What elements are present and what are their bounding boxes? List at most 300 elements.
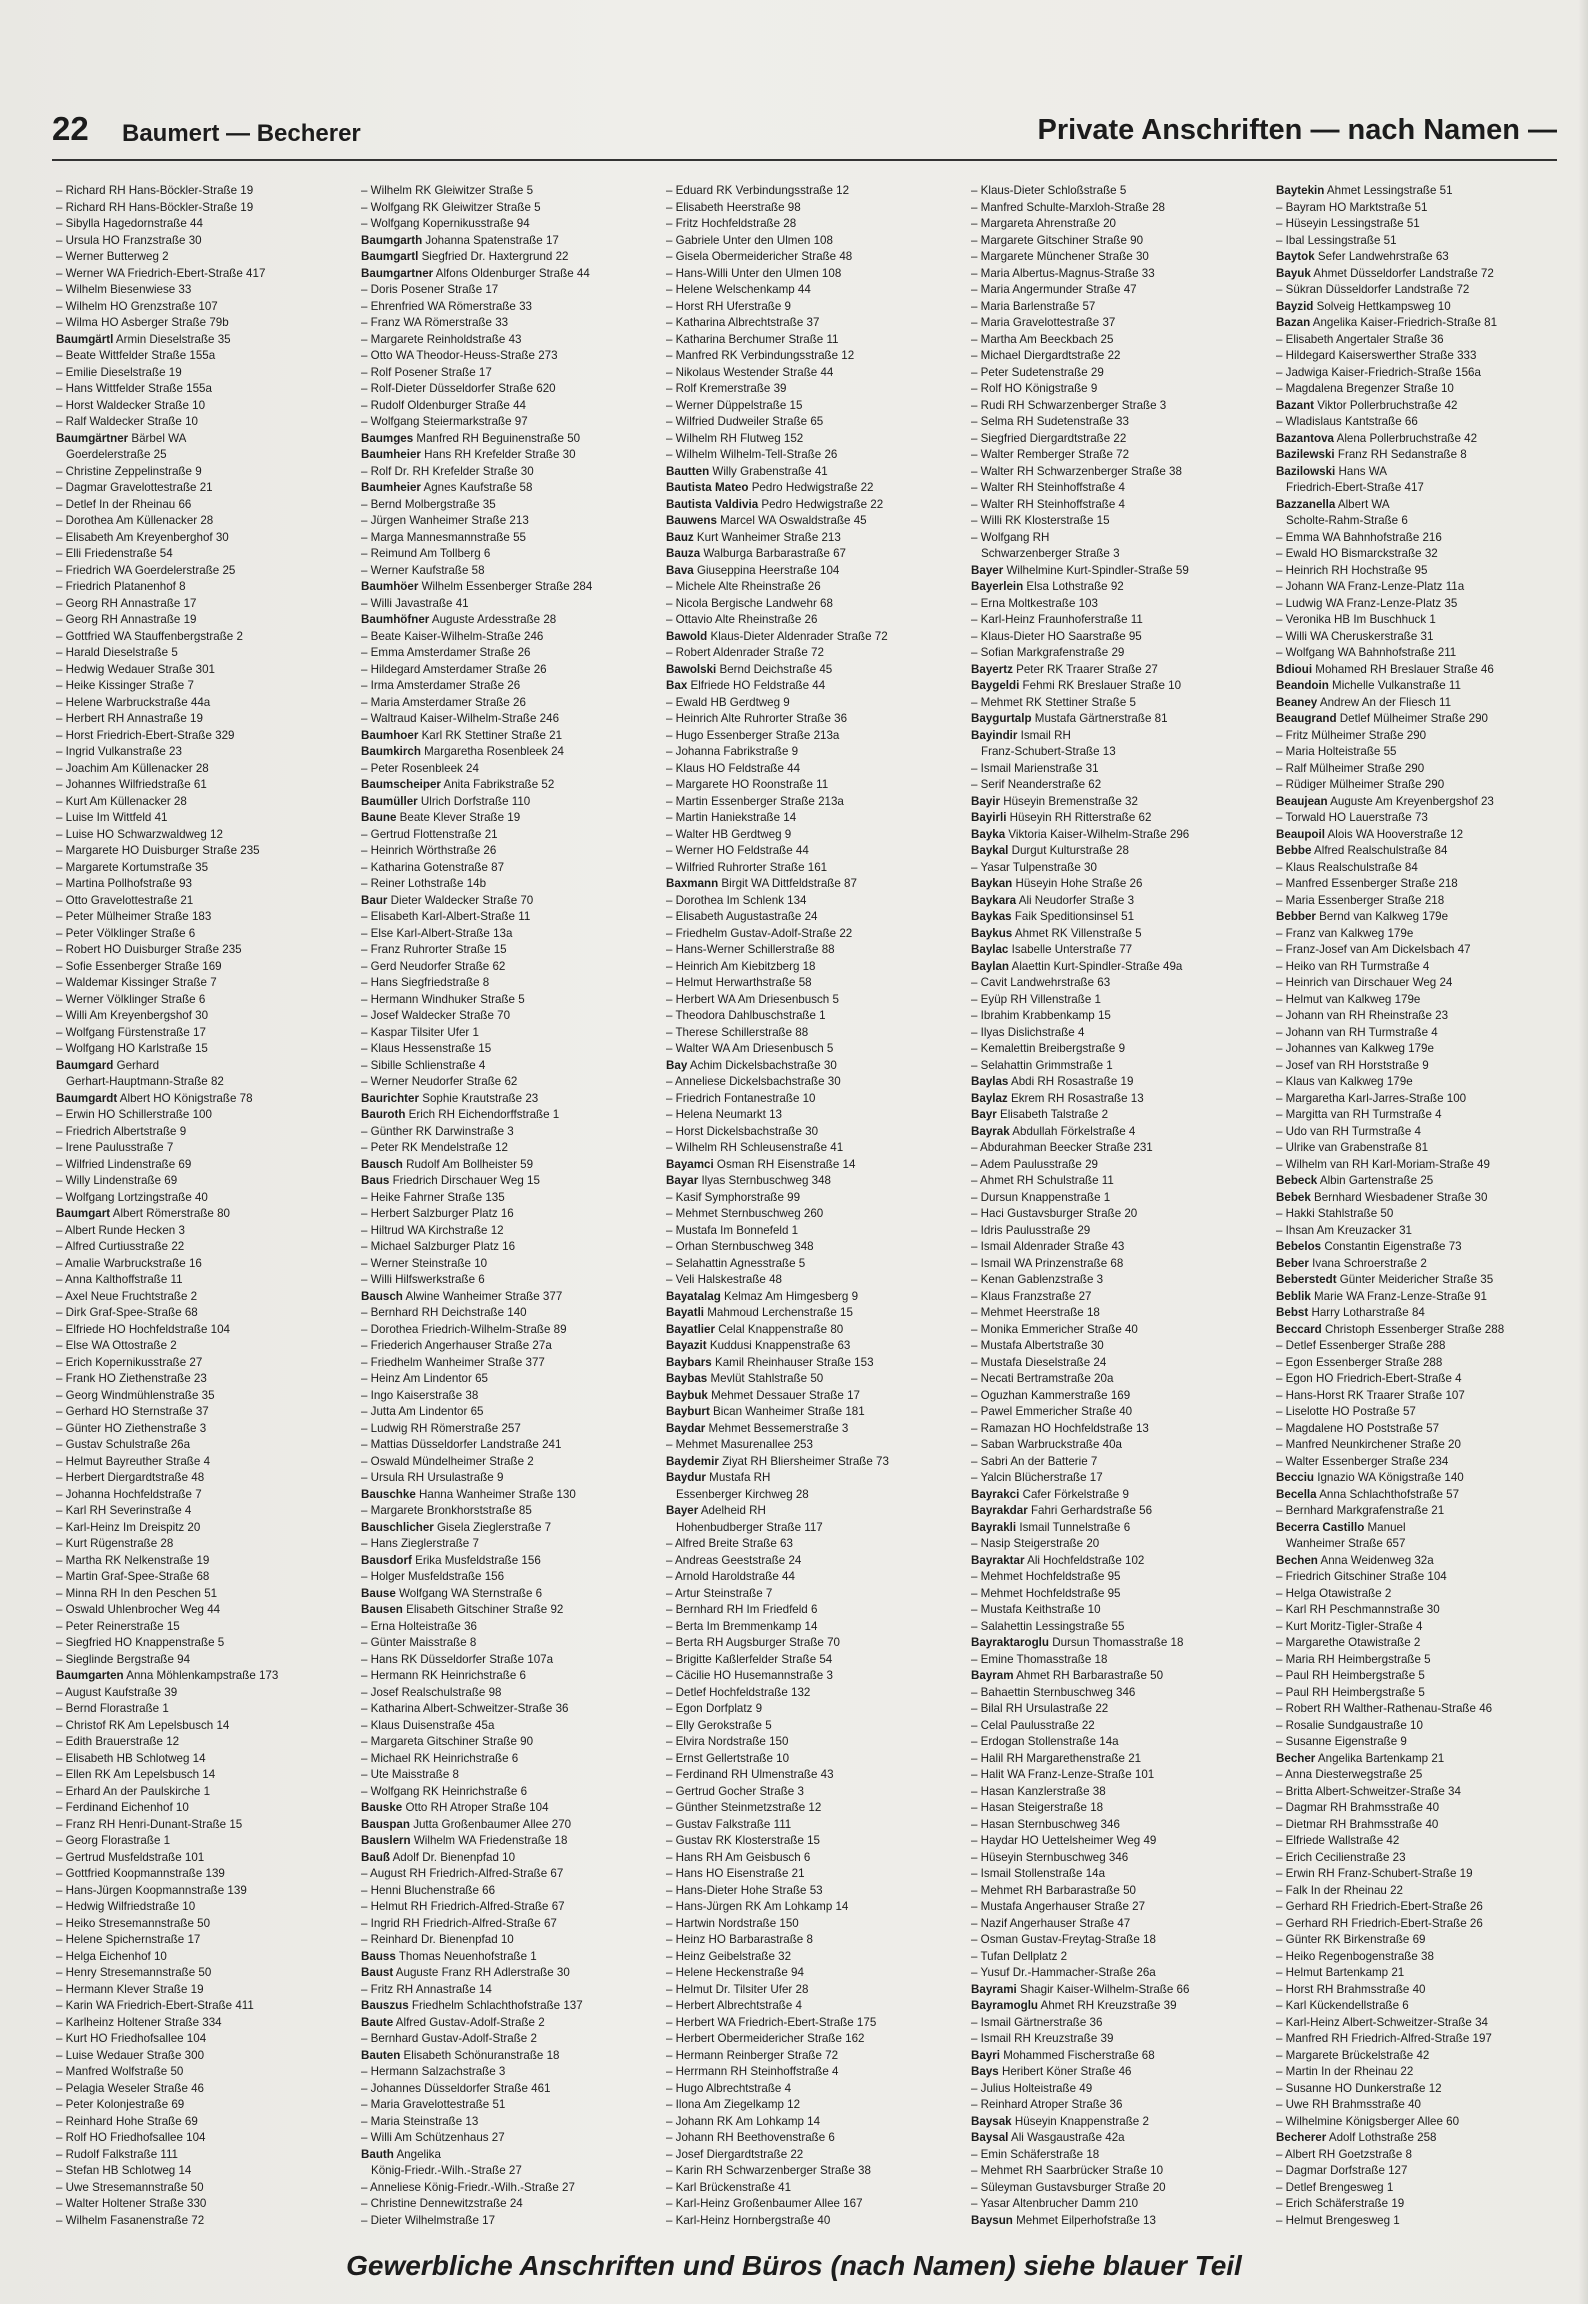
surname-entry: [361, 2048, 659, 2065]
person-entry: – Hermann Reinberger Straße 72: [666, 2048, 964, 2065]
surname: Bechen: [1276, 1553, 1318, 1567]
surname-entry: [56, 1058, 354, 1075]
person-entry: – Maria Angermunder Straße 47: [971, 282, 1269, 299]
person-entry: – Julius Holteistraße 49: [971, 2081, 1269, 2098]
person-entry: – Henry Stresemannstraße 50: [56, 1965, 354, 1982]
person-entry: – Walter HB Gerdtweg 9: [666, 827, 964, 844]
person-entry: – Herbert Salzburger Platz 16: [361, 1206, 659, 1223]
person-entry: – Hans-Willi Unter den Ulmen 108: [666, 266, 964, 283]
person-entry: – Ludwig RH Römerstraße 257: [361, 1421, 659, 1438]
entry-details: Albin Gartenstraße 25: [1317, 1174, 1434, 1187]
person-entry: – Franz RH Henri-Dunant-Straße 15: [56, 1817, 354, 1834]
person-entry: – Karin RH Schwarzenberger Straße 38: [666, 2163, 964, 2180]
person-entry: – Mustafa Albertstraße 30: [971, 1338, 1269, 1355]
person-entry: – Mattias Düsseldorfer Landstraße 241: [361, 1437, 659, 1454]
surname-entry: [56, 431, 354, 448]
surname: Baumkirch: [361, 745, 421, 758]
person-entry: – Heiko van RH Turmstraße 4: [1276, 959, 1574, 976]
person-entry: – Martin Haniekstraße 14: [666, 810, 964, 827]
surname-entry: [361, 1800, 659, 1817]
person-entry: – Helmut Herwarthstraße 58: [666, 975, 964, 992]
person-entry: – Tufan Dellplatz 2: [971, 1949, 1269, 1966]
person-entry: – Rolf Dr. RH Krefelder Straße 30: [361, 464, 659, 481]
person-entry: – Ferdinand Eichenhof 10: [56, 1800, 354, 1817]
person-entry: – Walter Essenberger Straße 234: [1276, 1454, 1574, 1471]
surname-entry: [361, 1157, 659, 1174]
surname-entry: [361, 612, 659, 629]
surname-entry: [361, 431, 659, 448]
entry-details: Siegfried Dr. Haxtergrund 22: [418, 250, 569, 263]
entry-details: Mustafa Gärtnerstraße 81: [1031, 712, 1168, 725]
surname: Baytok: [1276, 250, 1315, 263]
surname: Bauske: [361, 1801, 403, 1814]
person-entry: – Herrmann RH Steinhoffstraße 4: [666, 2064, 964, 2081]
entry-details: Hans RH Krefelder Straße 30: [420, 448, 576, 461]
person-entry: – Walter RH Steinhoffstraße 4: [971, 480, 1269, 497]
person-entry: – Herbert Diergardtstraße 48: [56, 1470, 354, 1487]
person-entry: – Bernhard Markgrafenstraße 21: [1276, 1503, 1574, 1520]
surname-entry: [1276, 711, 1574, 728]
person-entry: – Egon Essenberger Straße 288: [1276, 1355, 1574, 1372]
surname-entry: [1276, 1520, 1574, 1537]
person-entry: – Detlef Brengesweg 1: [1276, 2180, 1574, 2197]
entry-details: Sophie Krautstraße 23: [419, 1091, 539, 1105]
person-entry: – Berta RH Augsburger Straße 70: [666, 1635, 964, 1652]
surname: Beaugrand: [1276, 712, 1337, 725]
entry-details: Mahmoud Lerchenstraße 15: [704, 1306, 853, 1319]
person-entry: – Anneliese König-Friedr.-Wilh.-Straße 27: [361, 2180, 659, 2197]
person-entry: – Mustafa Dieselstraße 24: [971, 1355, 1269, 1372]
surname: Baumgärtner: [56, 431, 129, 445]
entry-details: Walburga Barbarastraße 67: [700, 547, 847, 560]
surname-entry: [1276, 315, 1574, 332]
person-entry: – Hasan Sternbuschweg 346: [971, 1817, 1269, 1834]
surname: Bayram: [971, 1669, 1014, 1682]
person-entry: – Detlef In der Rheinau 66: [56, 497, 354, 514]
person-entry: – Ute Maisstraße 8: [361, 1767, 659, 1784]
person-entry: – Elisabeth Angertaler Straße 36: [1276, 332, 1574, 349]
person-entry: – Magdalene HO Poststraße 57: [1276, 1421, 1574, 1438]
person-entry: – Karl Kückendellstraße 6: [1276, 1998, 1574, 2015]
entry-details: Auguste Am Kreyenbergshof 23: [1327, 794, 1494, 808]
surname-entry: [1276, 662, 1574, 679]
surname-entry: [666, 1338, 964, 1355]
entry-details: Gerhard: [113, 1058, 160, 1072]
person-entry: – Karlheinz Holtener Straße 334: [56, 2015, 354, 2032]
person-entry: – Wilhelm Fasanenstraße 72: [56, 2213, 354, 2230]
entry-details: Giuseppina Heerstraße 104: [693, 563, 840, 577]
surname-entry: [666, 464, 964, 481]
person-entry: – Selahattin Agnesstraße 5: [666, 1256, 964, 1273]
person-entry: – Maria Essenberger Straße 218: [1276, 893, 1574, 910]
person-entry: – Hildegard Amsterdamer Straße 26: [361, 662, 659, 679]
entry-details: Anna Möhlenkampstraße 173: [123, 1669, 279, 1682]
entry-details: Auguste Ardesstraße 28: [429, 613, 557, 626]
person-entry: – Wladislaus Kantstraße 66: [1276, 414, 1574, 431]
person-entry: – Gertrud Gocher Straße 3: [666, 1784, 964, 1801]
person-entry: – Margarete HO Roonstraße 11: [666, 777, 964, 794]
surname-entry: [666, 1058, 964, 1075]
person-entry: – Hermann Klever Straße 19: [56, 1982, 354, 1999]
person-entry: – Ottavio Alte Rheinstraße 26: [666, 612, 964, 629]
person-entry: – Ilyas Dislichstraße 4: [971, 1025, 1269, 1042]
person-entry: – Heinz HO Barbarastraße 8: [666, 1932, 964, 1949]
surname: Bauza: [666, 547, 701, 560]
person-entry: – Gerhard RH Friedrich-Ebert-Straße 26: [1276, 1899, 1574, 1916]
surname-entry: [1276, 1173, 1574, 1190]
entry-details: Adolf Lothstraße 258: [1326, 2131, 1437, 2144]
surname-entry: [1276, 299, 1574, 316]
surname: Beblik: [1276, 1289, 1311, 1303]
person-entry: – Amalie Warbruckstraße 16: [56, 1256, 354, 1273]
person-entry: – Friedrich Platanenhof 8: [56, 579, 354, 596]
entry-details: Kelmaz Am Himgesberg 9: [720, 1289, 859, 1303]
person-entry: – Ursula HO Franzstraße 30: [56, 233, 354, 250]
surname-entry: [361, 744, 659, 761]
surname: Baygeldi: [971, 679, 1020, 692]
person-entry: – Jadwiga Kaiser-Friedrich-Straße 156a: [1276, 365, 1574, 382]
person-entry: – Rudolf Oldenburger Straße 44: [361, 398, 659, 415]
entry-details: Dursun Thomasstraße 18: [1048, 1636, 1184, 1649]
person-entry: – Elisabeth Augustastraße 24: [666, 909, 964, 926]
person-entry: – Harald Dieselstraße 5: [56, 645, 354, 662]
entry-continuation: Friedrich-Ebert-Straße 417: [1286, 481, 1424, 494]
person-entry: – Wilhelmine Königsberger Allee 60: [1276, 2114, 1574, 2131]
entry-details: Ekrem RH Rosastraße 13: [1007, 1091, 1144, 1105]
entry-details: Alena Pollerbruchstraße 42: [1334, 431, 1478, 445]
person-entry: – Hiltrud WA Kirchstraße 12: [361, 1223, 659, 1240]
entry-details: Friedrich Dirschauer Weg 15: [389, 1174, 540, 1187]
surname: Bauz: [666, 530, 694, 544]
person-entry: – Bernd Molbergstraße 35: [361, 497, 659, 514]
person-entry: – Klaus-Dieter Schloßstraße 5: [971, 183, 1269, 200]
surname: Bautten: [666, 464, 710, 478]
entry-details: Armin Dieselstraße 35: [113, 332, 231, 346]
entry-details: Ali Hochfeldstraße 102: [1024, 1553, 1145, 1567]
entry-details: Elisabeth Gitschiner Straße 92: [402, 1603, 564, 1616]
entry-details: Friedhelm Schlachthofstraße 137: [408, 1999, 583, 2012]
person-entry: – Veronika HB Im Buschhuck 1: [1276, 612, 1574, 629]
person-entry: – Bayram HO Marktstraße 51: [1276, 200, 1574, 217]
surname: Beaney: [1276, 695, 1318, 709]
entry-details: Isabelle Unterstraße 77: [1008, 943, 1133, 956]
person-entry: – Helga Eichenhof 10: [56, 1949, 354, 1966]
surname-entry: [56, 1091, 354, 1108]
surname: Bayraktar: [971, 1553, 1025, 1567]
surname-entry: [361, 480, 659, 497]
entry-details: Ilyas Sternbuschweg 348: [698, 1174, 831, 1187]
person-entry: – Peter Völklinger Straße 6: [56, 926, 354, 943]
entry-continuation: Schwarzenberger Straße 3: [981, 547, 1120, 560]
person-entry: – Josef Waldecker Straße 70: [361, 1008, 659, 1025]
person-entry: – Christine Zeppelinstraße 9: [56, 464, 354, 481]
person-entry: – Uwe Stresemannstraße 50: [56, 2180, 354, 2197]
person-entry: – Johannes van Kalkweg 179e: [1276, 1041, 1574, 1058]
surname: Baydemir: [666, 1454, 719, 1468]
entry-details: Osman RH Eisenstraße 14: [713, 1157, 856, 1171]
surname-entry: [361, 1833, 659, 1850]
person-entry: – Margarete Brückelstraße 42: [1276, 2048, 1574, 2065]
surname: Bayrakdar: [971, 1504, 1028, 1517]
surname-entry: [361, 893, 659, 910]
person-entry: – Fritz Hochfeldstraße 28: [666, 216, 964, 233]
person-entry: – Hans HO Eisenstraße 21: [666, 1866, 964, 1883]
surname-entry: [971, 810, 1269, 827]
surname: Bayburt: [666, 1405, 710, 1418]
surname-entry: [971, 876, 1269, 893]
entry-details: Pedro Hedwigstraße 22: [748, 481, 874, 494]
person-entry: – Yasar Altenbrucher Damm 210: [971, 2196, 1269, 2213]
surname-entry: [666, 1454, 964, 1471]
person-entry: – Horst RH Uferstraße 9: [666, 299, 964, 316]
person-entry: – Rolf-Dieter Düsseldorfer Straße 620: [361, 381, 659, 398]
person-entry: – Elisabeth Am Kreyenberghof 30: [56, 530, 354, 547]
entry-details: Ignazio WA Königstraße 140: [1314, 1471, 1464, 1484]
person-entry: – Manfred RK Verbindungsstraße 12: [666, 348, 964, 365]
person-entry: – Albert RH Goetzstraße 8: [1276, 2147, 1574, 2164]
person-entry: – Ernst Gellertstraße 10: [666, 1751, 964, 1768]
surname: Baumgartner: [361, 266, 434, 280]
person-entry: – Wolfgang Fürstenstraße 17: [56, 1025, 354, 1042]
person-entry: – Ismail WA Prinzenstraße 68: [971, 1256, 1269, 1273]
person-entry: – Fritz RH Annastraße 14: [361, 1982, 659, 1999]
entry-details: Hüseyin RH Ritterstraße 62: [1006, 811, 1152, 824]
entry-details: Marcel WA Oswaldstraße 45: [716, 514, 867, 527]
person-entry: – Maria Barlenstraße 57: [971, 299, 1269, 316]
person-entry: – Richard RH Hans-Böckler-Straße 19: [56, 200, 354, 217]
surname: Baydar: [666, 1421, 706, 1435]
entry-details: Solveig Hettkampsweg 10: [1313, 299, 1451, 313]
surname: Bebst: [1276, 1306, 1309, 1319]
person-entry: – Gerhard HO Sternstraße 37: [56, 1404, 354, 1421]
person-entry: – Manfred Neunkirchener Straße 20: [1276, 1437, 1574, 1454]
surname: Becher: [1276, 1751, 1316, 1765]
surname: Bayka: [971, 827, 1006, 841]
person-entry: – Margarete HO Duisburger Straße 235: [56, 843, 354, 860]
person-entry: – Katharina Berchumer Straße 11: [666, 332, 964, 349]
person-entry: – Johann RH Beethovenstraße 6: [666, 2130, 964, 2147]
person-entry: – Rolf Kremerstraße 39: [666, 381, 964, 398]
surname: Baykas: [971, 910, 1012, 923]
surname-entry: [971, 1982, 1269, 1999]
surname-entry: [361, 1289, 659, 1306]
person-entry: – Christine Dennewitzstraße 24: [361, 2196, 659, 2213]
person-entry: – Joachim Am Küllenacker 28: [56, 761, 354, 778]
person-entry: – Sibylla Hagedornstraße 44: [56, 216, 354, 233]
person-entry: – Rüdiger Mülheimer Straße 290: [1276, 777, 1574, 794]
person-entry: – Peter Reinerstraße 15: [56, 1619, 354, 1636]
person-entry: – Klaus Franzstraße 27: [971, 1289, 1269, 1306]
person-entry: – Irma Amsterdamer Straße 26: [361, 678, 659, 695]
person-entry: – Kurt Rügenstraße 28: [56, 1536, 354, 1553]
person-entry: – Horst Dickelsbachstraße 30: [666, 1124, 964, 1141]
person-entry: – Friedhelm Gustav-Adolf-Straße 22: [666, 926, 964, 943]
person-entry: – Wolfgang Kopernikusstraße 94: [361, 216, 659, 233]
person-entry: – Maria Gravelottestraße 51: [361, 2097, 659, 2114]
person-entry: – Johanna Hochfeldstraße 7: [56, 1487, 354, 1504]
surname: Beber: [1276, 1256, 1309, 1270]
surname: Bayer: [971, 563, 1004, 577]
entry-details: Elfriede HO Feldstraße 44: [687, 679, 826, 692]
person-entry: – Hakki Stahlstraße 50: [1276, 1206, 1574, 1223]
surname-entry: [971, 794, 1269, 811]
person-entry: – Heiko Regenbogenstraße 38: [1276, 1949, 1574, 1966]
person-entry: – Walter RH Schwarzenberger Straße 38: [971, 464, 1269, 481]
person-entry: – Helene Welschenkamp 44: [666, 282, 964, 299]
person-entry: – Selahattin Grimmstraße 1: [971, 1058, 1269, 1075]
person-entry: – Ismail Aldenrader Straße 43: [971, 1239, 1269, 1256]
person-entry: – Helene Spichernstraße 17: [56, 1932, 354, 1949]
surname: Bausch: [361, 1157, 403, 1171]
person-entry: – Hartwin Nordstraße 150: [666, 1916, 964, 1933]
surname-entry: [361, 2147, 659, 2164]
person-entry: – Nicola Bergische Landwehr 68: [666, 596, 964, 613]
entry-details: Elisabeth Schönuranstraße 18: [400, 2048, 560, 2062]
surname: Baune: [361, 811, 397, 824]
person-entry: – Martin Essenberger Straße 213a: [666, 794, 964, 811]
person-entry: – Margareta Ahrenstraße 20: [971, 216, 1269, 233]
person-entry: – Josef van RH Horststraße 9: [1276, 1058, 1574, 1075]
surname: Baumgard: [56, 1058, 114, 1072]
person-entry: – Maria Gravelottestraße 37: [971, 315, 1269, 332]
surname: Bayrakli: [971, 1520, 1017, 1534]
person-entry: – Therese Schillerstraße 88: [666, 1025, 964, 1042]
surname: Baybars: [666, 1355, 712, 1369]
person-entry: – Artur Steinstraße 7: [666, 1586, 964, 1603]
person-entry: – Hugo Essenberger Straße 213a: [666, 728, 964, 745]
surname: Baur: [361, 893, 388, 907]
person-entry: – Josef Diergardtstraße 22: [666, 2147, 964, 2164]
person-entry: – Mehmet Sternbuschweg 260: [666, 1206, 964, 1223]
surname: Bauss: [361, 1949, 396, 1963]
person-entry: – Peter Rosenbleek 24: [361, 761, 659, 778]
person-entry: – Johann van RH Rheinstraße 23: [1276, 1008, 1574, 1025]
person-entry: – Kaspar Tilsiter Ufer 1: [361, 1025, 659, 1042]
surname: Bauschlicher: [361, 1520, 434, 1534]
entry-details: Anita Fabrikstraße 52: [440, 778, 555, 791]
surname: Bdioui: [1276, 662, 1313, 676]
surname: Bay: [666, 1058, 688, 1072]
surname-entry: [666, 1173, 964, 1190]
person-entry: – Bahaettin Sternbuschweg 346: [971, 1685, 1269, 1702]
surname: Bebber: [1276, 910, 1316, 923]
surname-entry: [56, 1668, 354, 1685]
person-entry: – Karl RH Peschmannstraße 30: [1276, 1602, 1574, 1619]
entry-details: Alois WA Hooverstraße 12: [1324, 827, 1464, 841]
surname-entry: [971, 1998, 1269, 2015]
surname: Bazan: [1276, 316, 1311, 329]
entry-details: Mohamed RH Breslauer Straße 46: [1312, 662, 1494, 676]
person-entry: – Else Karl-Albert-Straße 13a: [361, 926, 659, 943]
person-entry: – Siegfried Diergardtstraße 22: [971, 431, 1269, 448]
entry-details: Hüseyin Knappenstraße 2: [1011, 2114, 1149, 2128]
person-entry: – Karl-Heinz Großenbaumer Allee 167: [666, 2196, 964, 2213]
person-entry: – Martha Am Beeckbach 25: [971, 332, 1269, 349]
surname-entry: [666, 530, 964, 547]
entry-details: Detlef Mülheimer Straße 290: [1336, 712, 1488, 725]
person-entry: – Hans-Dieter Hohe Straße 53: [666, 1883, 964, 1900]
person-entry: – Marga Mannesmannstraße 55: [361, 530, 659, 547]
person-entry: – Halit WA Franz-Lenze-Straße 101: [971, 1767, 1269, 1784]
person-entry: – Willi Javastraße 41: [361, 596, 659, 613]
person-entry: – Josef Realschulstraße 98: [361, 1685, 659, 1702]
surname-entry: [666, 563, 964, 580]
person-entry: – Ewald HB Gerdtweg 9: [666, 695, 964, 712]
person-entry: – Ismail Marienstraße 31: [971, 761, 1269, 778]
person-entry: – Ulrike van Grabenstraße 81: [1276, 1140, 1574, 1157]
surname: Baysak: [971, 2114, 1012, 2128]
person-entry: – Friedrich Gitschiner Straße 104: [1276, 1569, 1574, 1586]
surname: Baumgart: [56, 1207, 111, 1220]
surname: Baumhöer: [361, 580, 419, 593]
person-entry: – Bernhard RH Im Friedfeld 6: [666, 1602, 964, 1619]
surname-entry: [1276, 1256, 1574, 1273]
surname-entry: [666, 678, 964, 695]
person-entry: – Ismail Stollenstraße 14a: [971, 1866, 1269, 1883]
entry-details: Alfons Oldenburger Straße 44: [433, 266, 590, 280]
person-entry: – Peter Kolonjestraße 69: [56, 2097, 354, 2114]
person-entry: – Hans-Horst RK Traarer Straße 107: [1276, 1388, 1574, 1405]
surname-entry: [666, 629, 964, 646]
surname: Baumgärtl: [56, 332, 114, 346]
person-entry: – Dorothea Am Küllenacker 28: [56, 513, 354, 530]
surname: Bayuk: [1276, 266, 1311, 280]
person-entry: – Heinz Geibelstraße 32: [666, 1949, 964, 1966]
entry-details: Fehmi RK Breslauer Straße 10: [1019, 679, 1182, 692]
person-entry: – Hermann RK Heinrichstraße 6: [361, 1668, 659, 1685]
entry-details: Gisela Zieglerstraße 7: [433, 1520, 552, 1534]
surname-entry: [1276, 266, 1574, 283]
person-entry: – Hildegard Kaiserswerther Straße 333: [1276, 348, 1574, 365]
surname-entry: [971, 1668, 1269, 1685]
person-entry: – Hans Wittfelder Straße 155a: [56, 381, 354, 398]
surname-entry: [666, 1388, 964, 1405]
person-entry: – Jutta Am Lindentor 65: [361, 1404, 659, 1421]
entry-details: Anna Schlachthofstraße 57: [1316, 1487, 1460, 1501]
person-entry: – Karl-Heinz Fraunhoferstraße 11: [971, 612, 1269, 629]
person-entry: – Hasan Steigerstraße 18: [971, 1800, 1269, 1817]
entry-details: Ahmet Lessingstraße 51: [1324, 184, 1453, 197]
person-entry: – Mehmet RK Stettiner Straße 5: [971, 695, 1269, 712]
surname: Baxmann: [666, 877, 719, 890]
person-entry: – Ralf Waldecker Straße 10: [56, 414, 354, 431]
surname: Baumges: [361, 431, 414, 445]
person-entry: – Rudi RH Schwarzenberger Straße 3: [971, 398, 1269, 415]
person-entry: – Klaus-Dieter HO Saarstraße 95: [971, 629, 1269, 646]
surname-entry: [666, 1421, 964, 1438]
person-entry: – Ismail Gärtnerstraße 36: [971, 2015, 1269, 2032]
entry-details: Alwine Wanheimer Straße 377: [402, 1289, 563, 1303]
person-entry: – Hüseyin Lessingstraße 51: [1276, 216, 1574, 233]
person-entry: – Herbert Obermeidericher Straße 162: [666, 2031, 964, 2048]
surname-entry: [1276, 447, 1574, 464]
surname: Bazantova: [1276, 431, 1334, 445]
person-entry: – Selma RH Sudetenstraße 33: [971, 414, 1269, 431]
person-entry: – Wilhelm RH Schleusenstraße 41: [666, 1140, 964, 1157]
surname: Bayerlein: [971, 580, 1024, 593]
entry-details: Karl RK Stettiner Straße 21: [418, 728, 563, 742]
person-entry: – Henni Bluchenstraße 66: [361, 1883, 659, 1900]
surname: Bayzid: [1276, 299, 1314, 313]
surname-entry: [361, 1553, 659, 1570]
surname-entry: [971, 1503, 1269, 1520]
person-entry: – Wilhelm HO Grenzstraße 107: [56, 299, 354, 316]
person-entry: – Wilhelm Biesenwiese 33: [56, 282, 354, 299]
surname: Bautista Mateo: [666, 481, 749, 494]
entry-details: Mehmet Bessemerstraße 3: [705, 1421, 849, 1435]
surname-entry: [1276, 183, 1574, 200]
person-entry: – Elfriede HO Hochfeldstraße 104: [56, 1322, 354, 1339]
